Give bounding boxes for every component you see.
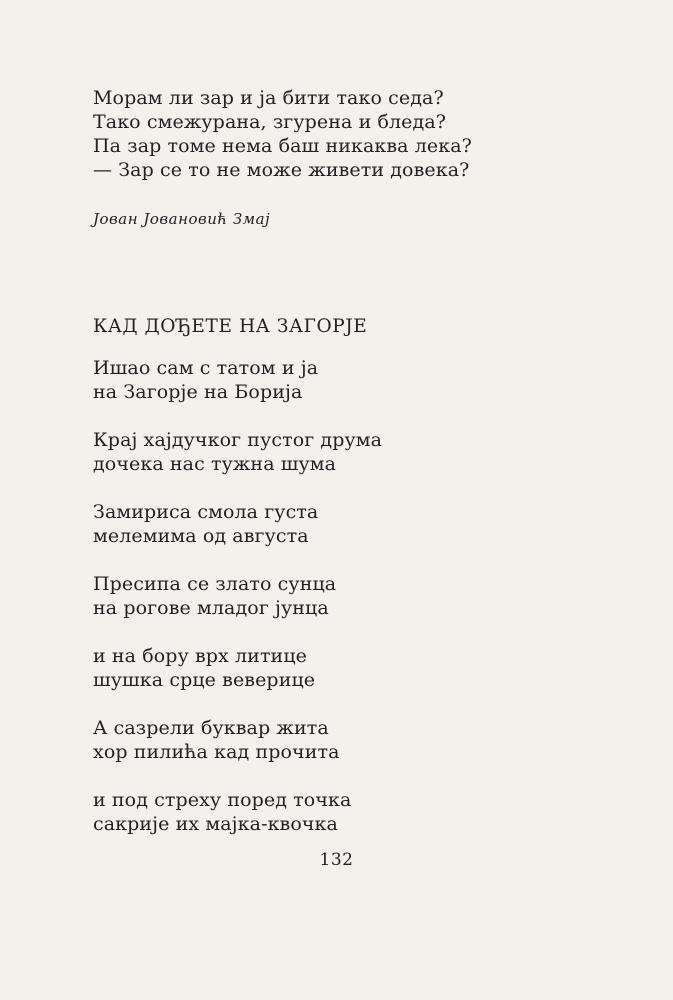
- page-content: [93, 86, 513, 860]
- poem-line: Тако смежурана, згурена и бледа?: [93, 111, 447, 133]
- poem-line: и на бору врх литице: [93, 645, 307, 667]
- poem-line: и под стреху поред точка: [93, 789, 352, 811]
- poem-line: Морам ли зар и ја бити тако седа?: [93, 87, 444, 109]
- closing-stanza: [93, 86, 513, 182]
- stanza: [93, 356, 513, 404]
- poem-line: мелемима од августа: [93, 525, 309, 547]
- poem-line: сакрије их мајка-квочка: [93, 813, 338, 835]
- stanza: [93, 716, 513, 764]
- poem-line: шушка срце веверице: [93, 669, 316, 691]
- poem-line: А сазрели буквар жита: [93, 717, 329, 739]
- poem-line: на рогове младог јунца: [93, 597, 329, 619]
- stanza: [93, 500, 513, 548]
- poem-line: — Зар се то не може живети довека?: [93, 159, 470, 181]
- poem-line: Крај хајдучког пустог друма: [93, 429, 383, 451]
- stanza: [93, 428, 513, 476]
- poem-line: Пресипа се злато сунца: [93, 573, 337, 595]
- poem-body: [93, 356, 513, 836]
- poem-line: Замириса смола густа: [93, 501, 319, 523]
- poem-line: Ишао сам с татом и ја: [93, 357, 319, 379]
- poem-line: дочека нас тужна шума: [93, 453, 337, 475]
- poem-line: хор пилића кад прочита: [93, 741, 340, 763]
- stanza: [93, 644, 513, 692]
- poem-title: КАД ДОЂЕТЕ НА ЗАГОРЈЕ: [93, 316, 368, 337]
- stanza: [93, 572, 513, 620]
- poem-line: Па зар томе нема баш никаква лека?: [93, 135, 472, 157]
- poem-line: на Загорје на Борија: [93, 381, 303, 403]
- author-signature: Јован Јовановић Змај: [93, 210, 271, 228]
- stanza: [93, 788, 513, 836]
- page-number: 132: [319, 850, 354, 870]
